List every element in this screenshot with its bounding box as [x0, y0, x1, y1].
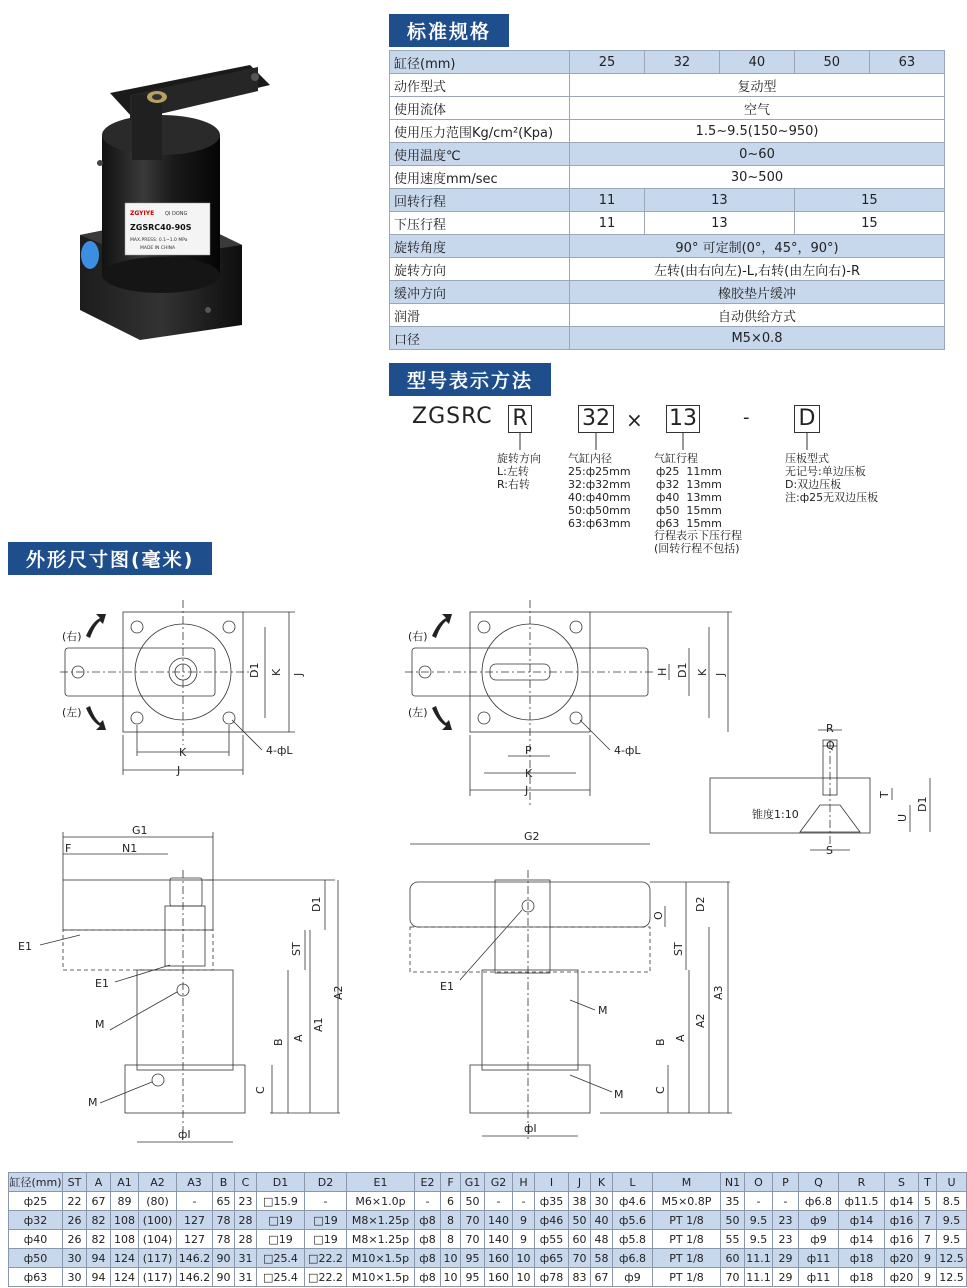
label-j: J — [177, 764, 181, 777]
spec-value: 11 — [570, 189, 645, 212]
dim-cell: 94 — [87, 1249, 111, 1268]
dim-cell: 48 — [591, 1230, 613, 1249]
dim-cell: 9.5 — [745, 1230, 773, 1249]
dim-cell: □25.4 — [257, 1268, 305, 1287]
note-plate: 无记号:单边压板 D:双边压板 注:ф25无双边压板 — [785, 465, 879, 504]
dim-cell: 78 — [213, 1211, 235, 1230]
dim-header-cell: N1 — [721, 1173, 745, 1192]
dims-section-title: 外形尺寸图(毫米) — [8, 542, 212, 575]
dim-cell: 108 — [111, 1211, 139, 1230]
dim-header-cell: J — [569, 1173, 591, 1192]
note-dir-title: 旋转方向 — [497, 452, 541, 465]
label-d2: D2 — [694, 896, 707, 912]
dim-cell: 9 — [513, 1211, 535, 1230]
dim-cell: 146.2 — [177, 1268, 213, 1287]
dim-cell: 90 — [213, 1268, 235, 1287]
dim-cell: (104) — [139, 1230, 177, 1249]
spec-label: 口径 — [390, 327, 570, 350]
dim-cell: ф65 — [535, 1249, 569, 1268]
dim-cell: (117) — [139, 1249, 177, 1268]
dim-header-cell: F — [441, 1173, 461, 1192]
dim-cell: 31 — [235, 1268, 257, 1287]
model-section-title: 型号表示方法 — [389, 363, 551, 396]
spec-label: 使用流体 — [390, 97, 570, 120]
label-st-2: ST — [672, 942, 685, 956]
dim-cell: ф78 — [535, 1268, 569, 1287]
dim-cell: □22.2 — [305, 1249, 347, 1268]
note-stroke-title: 气缸行程 — [654, 452, 698, 465]
label-s: S — [826, 844, 833, 857]
spec-value: 11 — [570, 212, 645, 235]
label-o: O — [652, 911, 665, 920]
label-m-a: M — [95, 1018, 105, 1031]
dim-cell: ф9 — [799, 1211, 839, 1230]
dim-header-cell: 缸径(mm) — [9, 1173, 63, 1192]
model-code-dir: R — [508, 405, 532, 433]
label-d1-2: D1 — [676, 662, 689, 678]
dim-cell: PT 1/8 — [653, 1230, 721, 1249]
dim-cell: ф18 — [839, 1249, 885, 1268]
dim-header-cell: C — [235, 1173, 257, 1192]
label-c: C — [254, 1086, 267, 1094]
spec-label: 使用温度℃ — [390, 143, 570, 166]
note-stroke-extra: 行程表示下压行程 (回转行程不包括) — [654, 529, 742, 555]
dim-cell: 29 — [773, 1268, 799, 1287]
dim-cell: □19 — [305, 1230, 347, 1249]
dim-header-cell: U — [937, 1173, 967, 1192]
label-a2-2: A2 — [694, 1013, 707, 1028]
dim-cell: ф5.8 — [613, 1230, 653, 1249]
dim-cell: 140 — [485, 1230, 513, 1249]
dim-cell: ф55 — [535, 1230, 569, 1249]
label-a3: A3 — [712, 985, 725, 1000]
dim-header-cell: G1 — [461, 1173, 485, 1192]
dim-cell: (117) — [139, 1268, 177, 1287]
dim-cell: 146.2 — [177, 1249, 213, 1268]
dim-cell: 12.5 — [937, 1268, 967, 1287]
label-phi-i-2: фI — [524, 1122, 537, 1135]
dim-header-cell: D2 — [305, 1173, 347, 1192]
label-p: P — [525, 744, 532, 757]
dim-cell: 50 — [569, 1211, 591, 1230]
dim-cell: 55 — [721, 1230, 745, 1249]
label-press: MAX.PRESS: 0.1~1.0 MPa — [130, 238, 188, 243]
dim-header-cell: A1 — [111, 1173, 139, 1192]
dim-cell: 50 — [721, 1211, 745, 1230]
dim-cell: 9 — [919, 1249, 937, 1268]
dim-cell: 60 — [721, 1249, 745, 1268]
model-code-leaders — [0, 0, 950, 470]
label-m-d: M — [614, 1088, 624, 1101]
spec-bore-50: 50 — [794, 51, 869, 74]
dim-cell: 23 — [235, 1192, 257, 1211]
label-t: T — [878, 791, 891, 798]
label-sub: QI DONG — [165, 211, 188, 217]
spec-bore-40: 40 — [719, 51, 794, 74]
dim-cell: 28 — [235, 1230, 257, 1249]
dim-row — [9, 1211, 967, 1230]
model-code-bore: 32 — [578, 405, 614, 433]
label-made: MADE IN CHINA — [140, 246, 176, 251]
dim-cell: 140 — [485, 1211, 513, 1230]
label-h: H — [656, 667, 669, 676]
dim-cell: 28 — [235, 1211, 257, 1230]
dim-header-cell: L — [613, 1173, 653, 1192]
dim-cell: M8×1.25p — [347, 1211, 415, 1230]
dim-cell: - — [513, 1192, 535, 1211]
dim-cell: 23 — [773, 1211, 799, 1230]
dimension-drawings — [0, 570, 950, 1160]
dim-cell: 29 — [773, 1249, 799, 1268]
spec-value: 90° 可定制(0°，45°，90°) — [570, 235, 945, 258]
dim-cell: 10 — [441, 1249, 461, 1268]
label-model: ZGSRC40-90S — [130, 223, 192, 232]
label-k: K — [179, 746, 187, 759]
dim-cell: 127 — [177, 1230, 213, 1249]
spec-section-title: 标准规格 — [389, 14, 509, 47]
dim-cell: 9.5 — [937, 1211, 967, 1230]
dim-cell: 35 — [721, 1192, 745, 1211]
dim-cell: 9 — [919, 1268, 937, 1287]
spec-value: 空气 — [570, 97, 945, 120]
spec-bore-63: 63 — [869, 51, 944, 74]
dim-cell: ф11 — [799, 1268, 839, 1287]
spec-value: 0~60 — [570, 143, 945, 166]
spec-value: 复动型 — [570, 74, 945, 97]
dim-row — [9, 1230, 967, 1249]
dim-cell: ф14 — [885, 1192, 919, 1211]
dim-header-cell: E2 — [415, 1173, 441, 1192]
label-e1-b: E1 — [95, 977, 109, 990]
dim-cell: 70 — [461, 1230, 485, 1249]
label-brand: ZGYIYE — [130, 210, 155, 217]
dim-cell: 12.5 — [937, 1249, 967, 1268]
dim-cell: 23 — [773, 1230, 799, 1249]
label-k-2: K — [525, 767, 533, 780]
dim-cell: - — [745, 1192, 773, 1211]
dim-cell: 9 — [513, 1230, 535, 1249]
note-dir: L:左转 R:右转 — [497, 465, 531, 491]
dim-cell: 108 — [111, 1230, 139, 1249]
dim-cell: 70 — [721, 1268, 745, 1287]
dim-row — [9, 1249, 967, 1268]
dim-cell: 9.5 — [937, 1230, 967, 1249]
label-f: F — [65, 842, 72, 855]
dim-header-cell: D1 — [257, 1173, 305, 1192]
dim-cell: 8 — [441, 1230, 461, 1249]
dim-cell: 83 — [569, 1268, 591, 1287]
note-bore-title: 气缸内径 — [568, 452, 612, 465]
label-st: ST — [290, 942, 303, 956]
spec-value: M5×0.8 — [570, 327, 945, 350]
dim-cell: PT 1/8 — [653, 1268, 721, 1287]
dim-cell: 160 — [485, 1249, 513, 1268]
dim-cell: ф18 — [839, 1268, 885, 1287]
dim-header-row — [9, 1173, 967, 1192]
label-j-v: J — [292, 672, 305, 676]
spec-bore-32: 32 — [644, 51, 719, 74]
dim-cell: (80) — [139, 1192, 177, 1211]
dim-cell: PT 1/8 — [653, 1249, 721, 1268]
label-k-v2: K — [696, 668, 709, 676]
dim-cell: ф16 — [885, 1230, 919, 1249]
dim-cell: 82 — [87, 1211, 111, 1230]
dim-header-cell: O — [745, 1173, 773, 1192]
dim-cell: 127 — [177, 1211, 213, 1230]
dim-cell: M10×1.5p — [347, 1249, 415, 1268]
dim-cell: ф25 — [9, 1192, 63, 1211]
dim-cell: 7 — [919, 1211, 937, 1230]
dim-cell: ф8 — [415, 1249, 441, 1268]
dim-cell: ф11.5 — [839, 1192, 885, 1211]
dim-cell: 40 — [591, 1211, 613, 1230]
dim-cell: 30 — [591, 1192, 613, 1211]
dim-cell: ф14 — [839, 1211, 885, 1230]
dim-cell: ф16 — [885, 1211, 919, 1230]
dim-cell: 58 — [591, 1249, 613, 1268]
spec-value: 橡胶垫片缓冲 — [570, 281, 945, 304]
dim-cell: 31 — [235, 1249, 257, 1268]
note-plate-title: 压板型式 — [785, 452, 829, 465]
spec-value: 13 — [644, 212, 794, 235]
dim-row — [9, 1268, 967, 1287]
dim-cell: PT 1/8 — [653, 1211, 721, 1230]
spec-value: 15 — [794, 189, 944, 212]
label-g1: G1 — [132, 824, 148, 837]
label-taper: 锥度1:10 — [752, 808, 799, 821]
spec-value: 1.5~9.5(150~950) — [570, 120, 945, 143]
dim-cell: 11.1 — [745, 1249, 773, 1268]
dim-cell: 22 — [63, 1192, 87, 1211]
dim-cell: - — [415, 1192, 441, 1211]
label-j-2: J — [525, 784, 529, 797]
label-holes: 4-фL — [266, 744, 293, 757]
dim-cell: 6 — [441, 1192, 461, 1211]
dim-cell: 89 — [111, 1192, 139, 1211]
label-d1: D1 — [248, 662, 261, 678]
label-m-c: M — [598, 1004, 608, 1017]
label-r: R — [826, 722, 834, 735]
dim-cell: ф6.8 — [799, 1192, 839, 1211]
dim-cell: ф6.8 — [613, 1249, 653, 1268]
dim-header-cell: K — [591, 1173, 613, 1192]
dim-cell: ф32 — [9, 1211, 63, 1230]
dim-cell: - — [177, 1192, 213, 1211]
dim-cell: M6×1.0p — [347, 1192, 415, 1211]
dim-header-cell: G2 — [485, 1173, 513, 1192]
dim-cell: 38 — [569, 1192, 591, 1211]
dim-cell: □22.2 — [305, 1268, 347, 1287]
label-right: (右) — [62, 630, 82, 643]
dim-header-cell: R — [839, 1173, 885, 1192]
dim-cell: 124 — [111, 1249, 139, 1268]
label-q: Q — [826, 739, 835, 752]
label-e1-c: E1 — [440, 980, 454, 993]
spec-label: 旋转角度 — [390, 235, 570, 258]
dim-header-cell: ST — [63, 1173, 87, 1192]
dim-cell: - — [485, 1192, 513, 1211]
spec-bore-25: 25 — [570, 51, 645, 74]
label-u: U — [896, 813, 909, 822]
dim-cell: 124 — [111, 1268, 139, 1287]
spec-value: 自动供给方式 — [570, 304, 945, 327]
model-code-times: × — [626, 408, 643, 432]
spec-label: 回转行程 — [390, 189, 570, 212]
label-left: (左) — [62, 706, 82, 719]
dim-header-cell: I — [535, 1173, 569, 1192]
spec-label: 下压行程 — [390, 212, 570, 235]
dim-header-cell: E1 — [347, 1173, 415, 1192]
dim-header-cell: A3 — [177, 1173, 213, 1192]
model-code-plate: D — [794, 405, 820, 433]
dim-cell: 5 — [919, 1192, 937, 1211]
dim-cell: ф11 — [799, 1249, 839, 1268]
dim-cell: 30 — [63, 1249, 87, 1268]
dim-cell: ф40 — [9, 1230, 63, 1249]
model-code-stroke: 13 — [666, 405, 700, 433]
dim-cell: ф9 — [613, 1268, 653, 1287]
label-a: A — [292, 1034, 305, 1042]
dim-cell: ф14 — [839, 1230, 885, 1249]
dim-cell: ф8 — [415, 1268, 441, 1287]
spec-label: 缓冲方向 — [390, 281, 570, 304]
note-bore: 25:ф25mm 32:ф32mm 40:ф40mm 50:ф50mm 63:ф63mm — [568, 465, 631, 530]
dim-cell: 26 — [63, 1230, 87, 1249]
spec-label: 使用速度mm/sec — [390, 166, 570, 189]
dim-cell: ф4.6 — [613, 1192, 653, 1211]
label-c-2: C — [654, 1086, 667, 1094]
label-n1: N1 — [122, 842, 138, 855]
dim-cell: 7 — [919, 1230, 937, 1249]
label-e1-a: E1 — [18, 940, 32, 953]
dim-header-cell: S — [885, 1173, 919, 1192]
dim-cell: □15.9 — [257, 1192, 305, 1211]
dim-cell: - — [773, 1192, 799, 1211]
label-d1-3: D1 — [916, 796, 929, 812]
label-holes-2: 4-фL — [614, 744, 641, 757]
dim-cell: ф5.6 — [613, 1211, 653, 1230]
dim-cell: 8.5 — [937, 1192, 967, 1211]
dim-cell: 95 — [461, 1249, 485, 1268]
dim-cell: M10×1.5p — [347, 1268, 415, 1287]
spec-label: 使用压力范围Kg/cm²(Kpa) — [390, 120, 570, 143]
label-a1: A1 — [312, 1017, 325, 1032]
dim-cell: ф50 — [9, 1249, 63, 1268]
dim-cell: 10 — [513, 1249, 535, 1268]
dim-cell: 70 — [569, 1249, 591, 1268]
dim-cell: 10 — [513, 1268, 535, 1287]
spec-label: 缸径(mm) — [390, 51, 570, 74]
dim-header-cell: T — [919, 1173, 937, 1192]
dim-cell: 160 — [485, 1268, 513, 1287]
dim-cell: 95 — [461, 1268, 485, 1287]
dim-cell: ф35 — [535, 1192, 569, 1211]
dim-cell: 30 — [63, 1268, 87, 1287]
dim-header-cell: Q — [799, 1173, 839, 1192]
dim-cell: □19 — [257, 1230, 305, 1249]
dim-cell: 90 — [213, 1249, 235, 1268]
dim-cell: 9.5 — [745, 1211, 773, 1230]
dim-cell: 78 — [213, 1230, 235, 1249]
model-code-prefix: ZGSRC — [412, 404, 493, 429]
dim-cell: ф63 — [9, 1268, 63, 1287]
model-code-dash: - — [743, 407, 750, 428]
dim-cell: ф20 — [885, 1268, 919, 1287]
dim-header-cell: A2 — [139, 1173, 177, 1192]
spec-value: 30~500 — [570, 166, 945, 189]
dim-cell: □25.4 — [257, 1249, 305, 1268]
note-stroke: ф25 11mm ф32 13mm ф40 13mm ф50 15mm ф63 15mm — [656, 465, 722, 530]
spec-value: 左转(由右向左)-L,右转(由左向右)-R — [570, 258, 945, 281]
label-k-v: K — [270, 668, 283, 676]
dim-cell: 67 — [87, 1192, 111, 1211]
dim-cell: ф20 — [885, 1249, 919, 1268]
dim-header-cell: M — [653, 1173, 721, 1192]
dim-cell: 8 — [441, 1211, 461, 1230]
label-m-b: M — [88, 1096, 98, 1109]
dim-cell: 50 — [461, 1192, 485, 1211]
dimension-table — [8, 1172, 967, 1287]
dim-cell: 11.1 — [745, 1268, 773, 1287]
label-a-2: A — [674, 1034, 687, 1042]
label-j-v2: J — [714, 672, 727, 676]
dim-cell: 67 — [591, 1268, 613, 1287]
spec-value: 15 — [794, 212, 944, 235]
dim-header-cell: P — [773, 1173, 799, 1192]
label-g2: G2 — [524, 830, 540, 843]
label-b: B — [272, 1038, 285, 1046]
dim-cell: □19 — [257, 1211, 305, 1230]
dim-cell: M8×1.25p — [347, 1230, 415, 1249]
spec-label: 动作型式 — [390, 74, 570, 97]
dim-cell: 10 — [441, 1268, 461, 1287]
dim-cell: (100) — [139, 1211, 177, 1230]
dim-cell: 70 — [461, 1211, 485, 1230]
label-a2: A2 — [332, 985, 345, 1000]
label-left-2: (左) — [408, 706, 428, 719]
dim-cell: ф9 — [799, 1230, 839, 1249]
spec-label: 旋转方向 — [390, 258, 570, 281]
dim-cell: ф8 — [415, 1211, 441, 1230]
dim-header-cell: A — [87, 1173, 111, 1192]
dim-header-cell: H — [513, 1173, 535, 1192]
dim-header-cell: B — [213, 1173, 235, 1192]
label-right-2: (右) — [408, 630, 428, 643]
dim-cell: 94 — [87, 1268, 111, 1287]
dim-cell: 26 — [63, 1211, 87, 1230]
dim-cell: 82 — [87, 1230, 111, 1249]
label-phi-i: фI — [178, 1128, 191, 1141]
dim-cell: M5×0.8P — [653, 1192, 721, 1211]
dim-cell: 65 — [213, 1192, 235, 1211]
dim-row — [9, 1192, 967, 1211]
dim-cell: ф8 — [415, 1230, 441, 1249]
spec-label: 润滑 — [390, 304, 570, 327]
dim-cell: - — [305, 1192, 347, 1211]
label-b-2: B — [654, 1038, 667, 1046]
dim-cell: 60 — [569, 1230, 591, 1249]
dim-cell: □19 — [305, 1211, 347, 1230]
label-d1-4: D1 — [310, 896, 323, 912]
dim-cell: ф46 — [535, 1211, 569, 1230]
spec-value: 13 — [644, 189, 794, 212]
